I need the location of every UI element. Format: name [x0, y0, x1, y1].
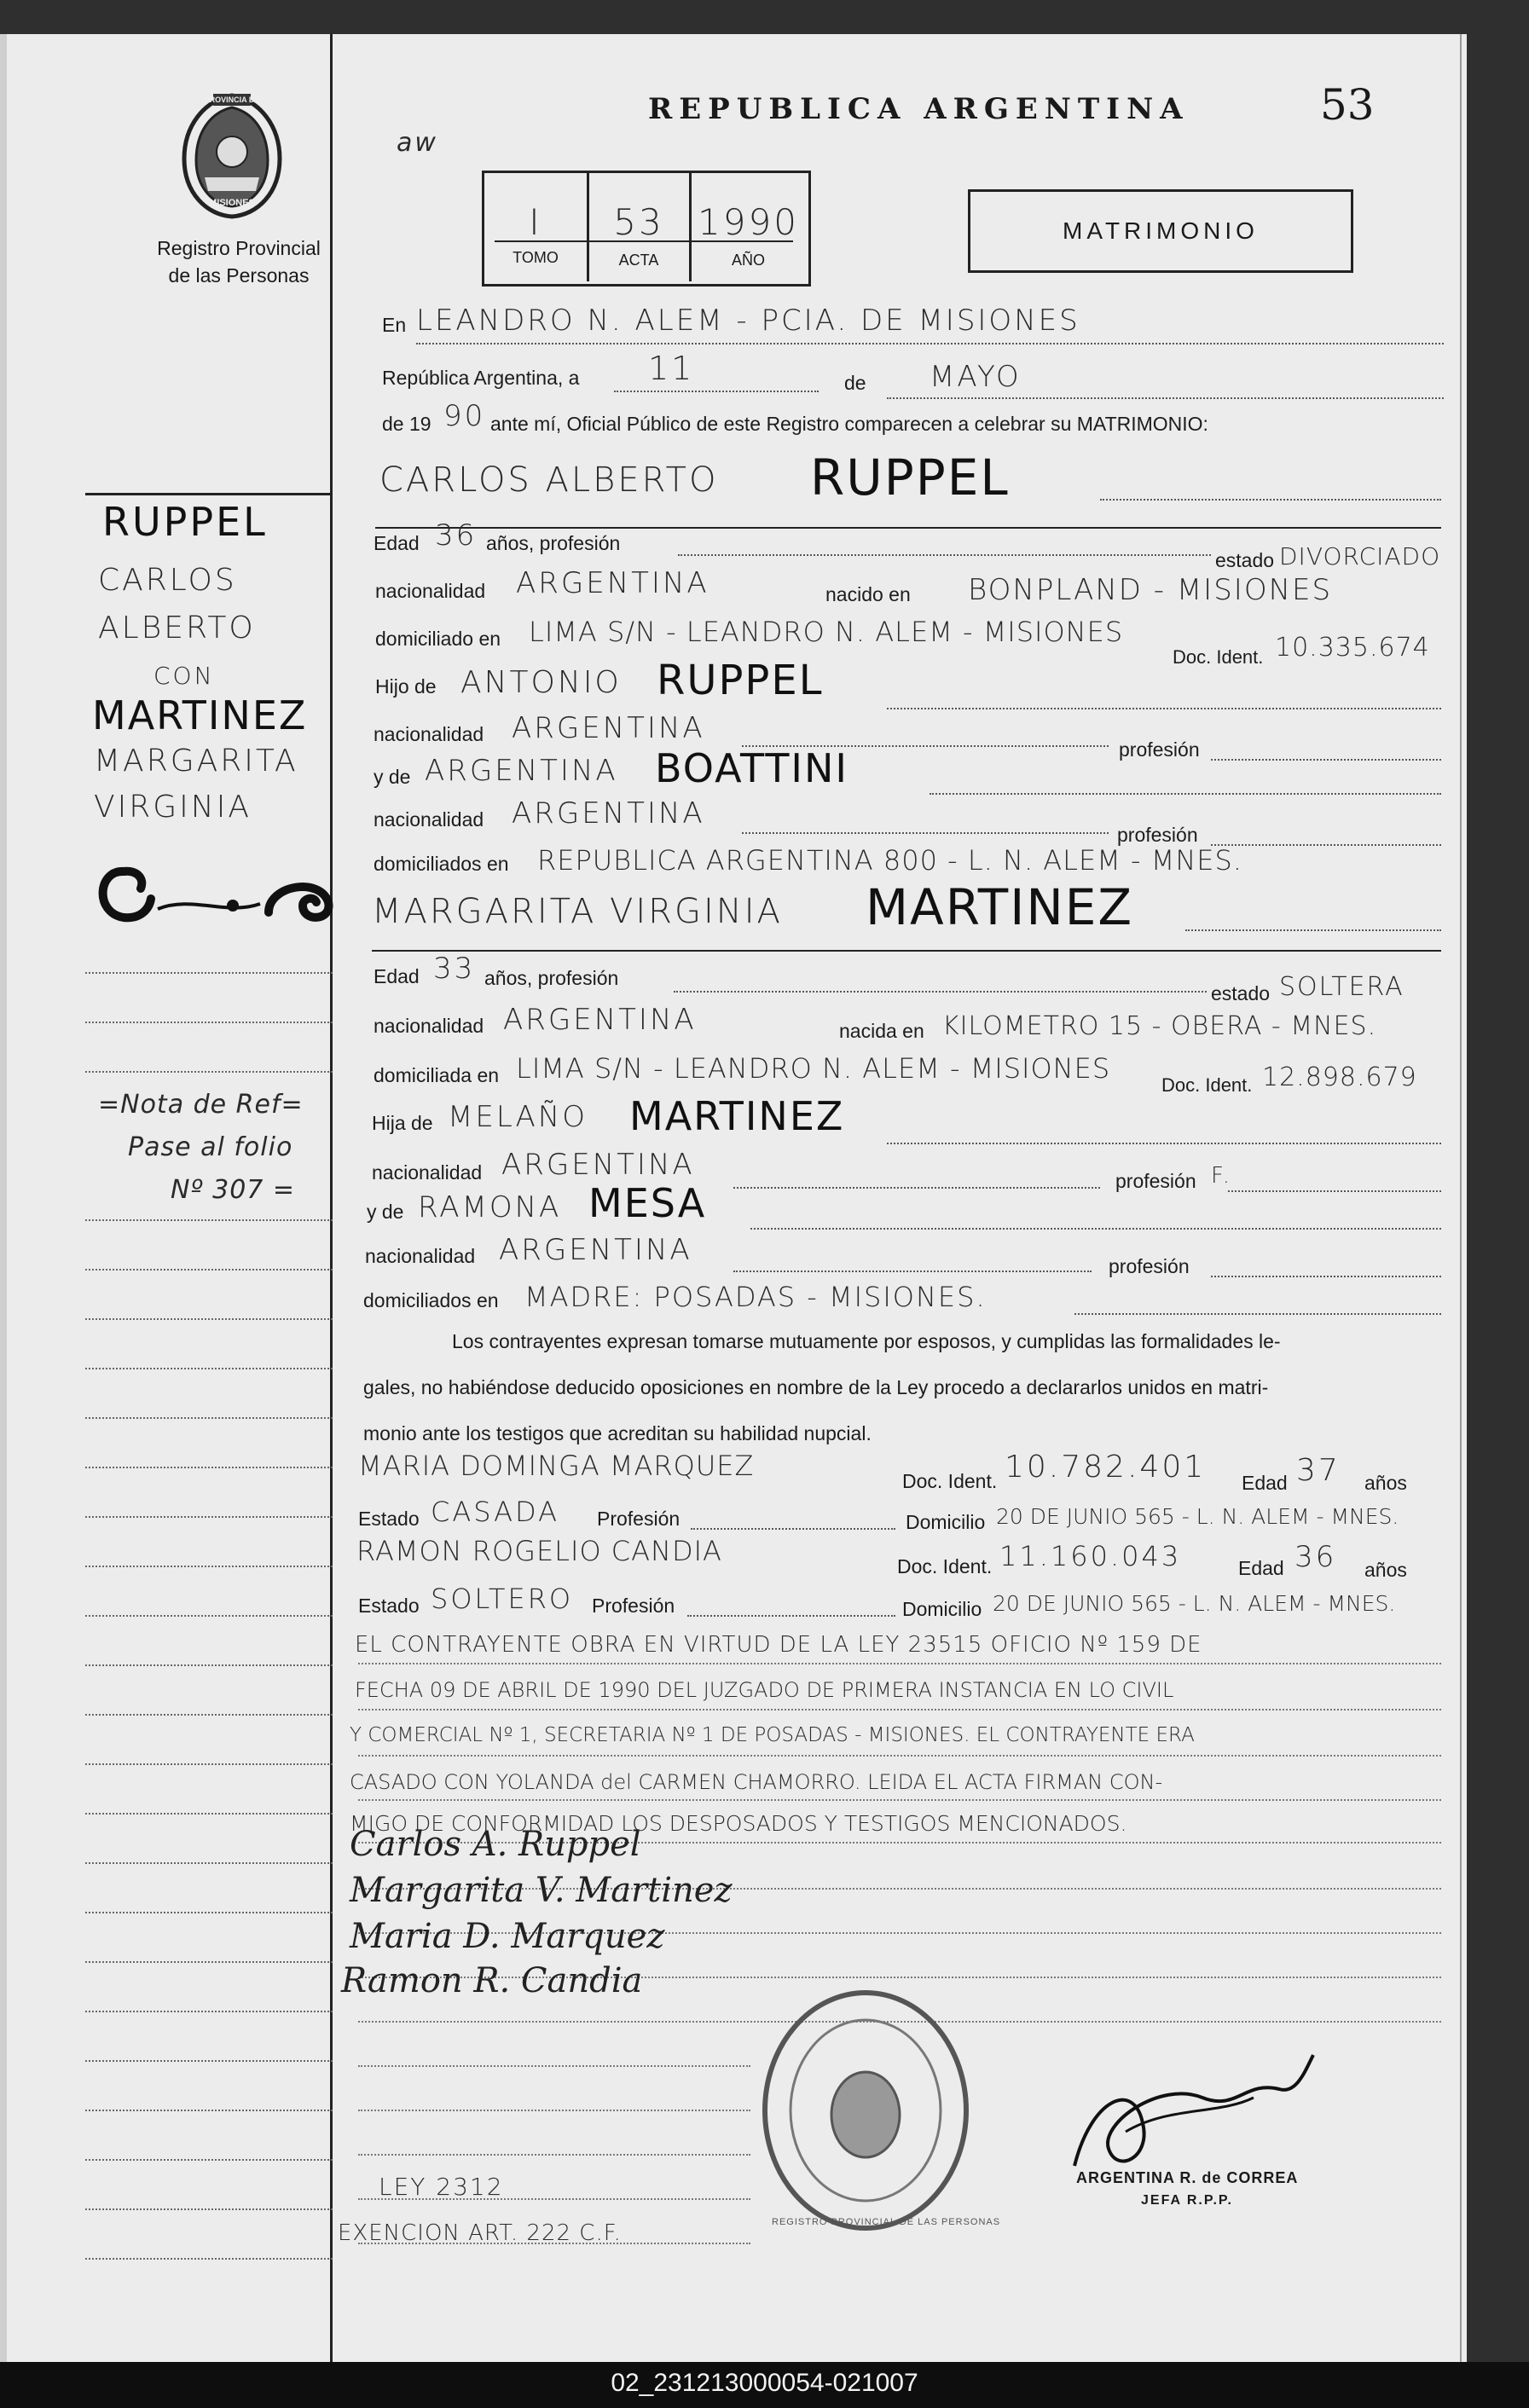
groom-estado: DIVORCIADO: [1279, 542, 1441, 570]
bride-mother-given: RAMONA: [418, 1190, 562, 1224]
official-stamp-text: REGISTRO PROVINCIAL DE LAS PERSONAS: [772, 2217, 1001, 2227]
groom-y-de-label: y de: [374, 766, 411, 788]
witness-2-anos-label: años: [1364, 1559, 1407, 1581]
page-number: 53: [1320, 80, 1375, 130]
witness-2-doc-label: Doc. Ident.: [897, 1555, 993, 1577]
bride-father-nac-label: nacionalidad: [372, 1161, 483, 1184]
acta-label: ACTA: [618, 252, 659, 269]
margin-surname-2: MARTINEZ: [92, 692, 308, 738]
witness-1-anos-label: años: [1364, 1472, 1407, 1494]
de-label: de: [844, 372, 866, 394]
bride-surname: MARTINEZ: [866, 878, 1134, 936]
declaration-line-2: gales, no habiéndose deducido oposiciones en nombre de la Ley procedo a declararlos unidos en matri-: [363, 1376, 1269, 1398]
groom-hijo-label: Hijo de: [375, 675, 437, 698]
day-value: 11: [648, 350, 695, 387]
witness-1-name: MARIA DOMINGA MARQUEZ: [358, 1450, 755, 1482]
bride-nacionalidad: ARGENTINA: [503, 1003, 697, 1037]
witness-1-doc-label: Doc. Ident.: [902, 1470, 998, 1492]
witness-1-domicilio-label: Domicilio: [906, 1511, 986, 1533]
law-note: LEY 2312: [379, 2173, 504, 2201]
margin-con: CON: [153, 662, 215, 690]
year-prefix: de 19: [382, 413, 431, 435]
groom-mother-given: ARGENTINA: [425, 754, 618, 788]
margin-note-3: Nº 307 =: [171, 1175, 296, 1205]
groom-given-names: CARLOS ALBERTO: [379, 460, 719, 500]
bride-father-given: MELAÑO: [448, 1100, 588, 1134]
bride-father-prof: F.: [1211, 1163, 1233, 1189]
witness-2-estado-label: Estado: [358, 1595, 420, 1617]
margin-given-2a: MARGARITA: [94, 744, 298, 779]
bride-estado: SOLTERA: [1279, 972, 1404, 1002]
remarks-line-1: EL CONTRAYENTE OBRA EN VIRTUD DE LA LEY 23515 OFICIO Nº 159 DE: [355, 1632, 1202, 1658]
intro-text: ante mí, Oficial Público de este Registro comparecen a celebrar su MATRIMONIO:: [490, 413, 1208, 435]
bride-mother-prof-label: profesión: [1109, 1255, 1190, 1277]
groom-father-prof-label: profesión: [1119, 738, 1200, 761]
bride-domicilio: LIMA S/N - LEANDRO N. ALEM - MISIONES: [516, 1052, 1111, 1085]
signature-bride: Margarita V. Martinez: [350, 1871, 733, 1910]
witness-2-domicilio-label: Domicilio: [902, 1598, 982, 1620]
seal-text-bottom: MISIONES: [209, 198, 255, 208]
declaration-line-3: monio ante los testigos que acreditan su habilidad nupcial.: [363, 1422, 872, 1444]
bride-father-prof-label: profesión: [1115, 1170, 1196, 1192]
groom-edad-label: Edad: [374, 532, 420, 554]
tomo-value: I: [529, 201, 542, 243]
bride-anos-profesion-label: años, profesión: [484, 967, 619, 989]
bride-nacida: KILOMETRO 15 - OBERA - MNES.: [942, 1011, 1377, 1041]
groom-doc-label: Doc. Ident.: [1173, 646, 1264, 668]
remarks-line-5: MIGO DE CONFORMIDAD LOS DESPOSADOS Y TESTIGOS MENCIONADOS.: [350, 1811, 1127, 1836]
bride-edad-label: Edad: [374, 965, 420, 987]
groom-nacido: BONPLAND - MISIONES: [968, 573, 1333, 607]
witness-1-dom: 20 DE JUNIO 565 - L. N. ALEM - MNES.: [996, 1504, 1399, 1529]
bride-given-names: MARGARITA VIRGINIA: [372, 892, 783, 931]
margin-top-rule: [85, 493, 331, 495]
groom-doc: 10.335.674: [1275, 633, 1430, 663]
official-stamp-icon: [759, 1987, 1001, 2234]
witness-1-edad: 37: [1296, 1453, 1341, 1488]
groom-nacionalidad-label: nacionalidad: [375, 580, 486, 602]
witness-2-doc: 11.160.043: [999, 1540, 1182, 1572]
witness-2-name: RAMON ROGELIO CANDIA: [356, 1535, 722, 1567]
official-title: JEFA R.P.P.: [1141, 2193, 1233, 2208]
year-suffix: 90: [443, 399, 486, 433]
margin-given-1a: CARLOS: [98, 563, 237, 598]
bride-mother-nac-label: nacionalidad: [365, 1245, 476, 1267]
margin-column-line: [330, 34, 333, 2362]
bride-mother-surname: MESA: [588, 1180, 707, 1226]
remarks-line-2: FECHA 09 DE ABRIL DE 1990 DEL JUZGADO DE PRIMERA INSTANCIA EN LO CIVIL: [355, 1678, 1174, 1702]
agency-name-line1: Registro Provincial: [157, 237, 321, 259]
en-label: En: [382, 314, 407, 336]
groom-mother-surname: BOATTINI: [655, 745, 848, 791]
margin-note-2: Pase al folio: [128, 1132, 293, 1162]
groom-nacido-label: nacido en: [825, 583, 911, 605]
groom-father-given: ANTONIO: [460, 665, 622, 700]
witness-1-edad-label: Edad: [1242, 1472, 1288, 1494]
margin-given-2b: VIRGINIA: [94, 790, 252, 825]
bride-parents-dom: MADRE: POSADAS - MISIONES.: [524, 1281, 987, 1313]
witness-2-dom: 20 DE JUNIO 565 - L. N. ALEM - MNES.: [993, 1591, 1396, 1616]
bride-parents-dom-label: domiciliados en: [363, 1289, 499, 1311]
declaration-line-1: Los contrayentes expresan tomarse mutuamente por esposos, y cumplidas las formalidades le-: [452, 1330, 1281, 1352]
witness-1-estado-label: Estado: [358, 1508, 420, 1530]
anio-label: AÑO: [731, 252, 765, 269]
acta-value: 53: [613, 201, 664, 243]
groom-parents-dom: REPUBLICA ARGENTINA 800 - L. N. ALEM - MNES.: [537, 844, 1242, 877]
bride-domiciliada-label: domiciliada en: [374, 1064, 500, 1086]
groom-father-nac-label: nacionalidad: [374, 723, 484, 745]
anio-value: 1990: [698, 201, 799, 243]
witness-2-edad-label: Edad: [1238, 1557, 1284, 1579]
groom-domicilio: LIMA S/N - LEANDRO N. ALEM - MISIONES: [529, 616, 1124, 648]
groom-parents-dom-label: domiciliados en: [374, 853, 509, 875]
bride-mother-nac: ARGENTINA: [499, 1233, 692, 1267]
margin-note-1: =Nota de Ref=: [98, 1090, 304, 1120]
groom-anos-profesion-label: años, profesión: [486, 532, 621, 554]
right-edge-line: [1460, 34, 1462, 2362]
bride-nacionalidad-label: nacionalidad: [374, 1015, 484, 1037]
official-name: ARGENTINA R. de CORREA: [1076, 2169, 1299, 2186]
bride-father-surname: MARTINEZ: [629, 1093, 845, 1139]
bride-father-nac: ARGENTINA: [501, 1148, 695, 1182]
bride-doc: 12.898.679: [1262, 1062, 1417, 1092]
bride-hija-label: Hija de: [372, 1112, 433, 1134]
groom-domiciliado-label: domiciliado en: [375, 628, 501, 650]
remarks-line-4: CASADO CON YOLANDA del CARMEN CHAMORRO. LEIDA EL ACTA FIRMAN CON-: [350, 1770, 1163, 1794]
signature-witness-2: Ramon R. Candia: [341, 1961, 643, 2000]
signature-witness-1: Maria D. Marquez: [350, 1917, 665, 1956]
section-rule: [375, 527, 1441, 529]
bride-estado-label: estado: [1211, 982, 1271, 1004]
bride-nacida-label: nacida en: [839, 1020, 924, 1042]
bride-y-de-label: y de: [367, 1201, 404, 1223]
bride-edad: 33: [433, 952, 476, 986]
groom-mother-prof-label: profesión: [1117, 824, 1198, 846]
remarks-line-3: Y COMERCIAL Nº 1, SECRETARIA Nº 1 DE POSADAS - MISIONES. EL CONTRAYENTE ERA: [350, 1724, 1195, 1746]
groom-surname: RUPPEL: [810, 449, 1010, 506]
margin-given-1b: ALBERTO: [98, 611, 256, 645]
witness-2-estado: SOLTERO: [431, 1583, 574, 1615]
groom-mother-nac: ARGENTINA: [512, 796, 705, 831]
groom-father-nac: ARGENTINA: [512, 711, 705, 745]
margin-surname-1: RUPPEL: [102, 499, 268, 545]
witness-2-profesion-label: Profesión: [592, 1595, 675, 1617]
place-value: LEANDRO N. ALEM - PCIA. DE MISIONES: [416, 304, 1080, 338]
republica-label: República Argentina, a: [382, 367, 580, 389]
seal-text-top: PROVINCIA DE: [204, 96, 260, 104]
witness-1-profesion-label: Profesión: [597, 1508, 681, 1530]
witness-1-doc: 10.782.401: [1005, 1450, 1207, 1485]
flourish-icon: [90, 861, 345, 929]
annotation-mark: aw: [397, 128, 438, 158]
month-value: MAYO: [930, 360, 1022, 394]
tomo-label: TOMO: [513, 249, 559, 266]
groom-mother-nac-label: nacionalidad: [374, 808, 484, 831]
bride-doc-label: Doc. Ident.: [1161, 1074, 1253, 1096]
page-edge: [0, 34, 7, 2362]
agency-name-line2: de las Personas: [168, 264, 310, 287]
witness-1-estado: CASADA: [431, 1496, 559, 1528]
signature-groom: Carlos A. Ruppel: [350, 1825, 641, 1864]
exencion-note: EXENCION ART. 222 C.F.: [338, 2220, 622, 2246]
groom-estado-label: estado: [1215, 549, 1275, 571]
groom-nacionalidad: ARGENTINA: [516, 566, 709, 600]
country-title: REPUBLICA ARGENTINA: [648, 92, 1190, 126]
witness-2-edad: 36: [1294, 1540, 1337, 1574]
groom-edad: 36: [435, 518, 478, 553]
doc-type-label: MATRIMONIO: [1063, 217, 1259, 244]
groom-father-surname: RUPPEL: [657, 657, 824, 704]
image-id: 02_231213000054-021007: [611, 2369, 918, 2397]
section-rule: [372, 950, 1441, 952]
